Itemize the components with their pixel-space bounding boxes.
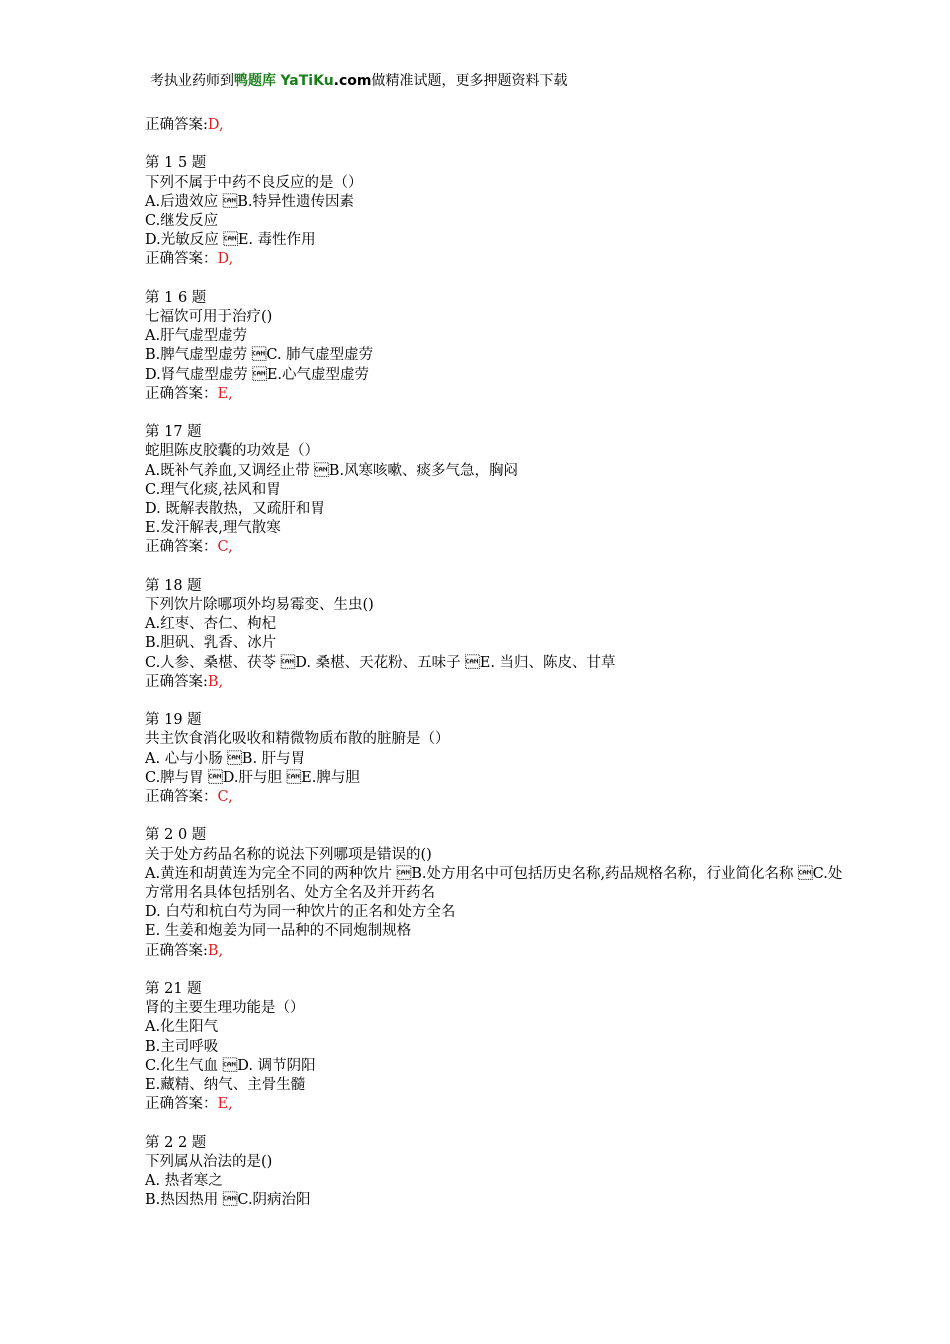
question-stem: 下列属从治法的是() (145, 1153, 273, 1170)
answer-value: C, (217, 789, 233, 806)
answer-value: D, (207, 117, 224, 133)
question-options: C.化生气血 D. 调节阴阳 (145, 1057, 316, 1074)
answer-value: C, (217, 539, 233, 556)
question-number: 第 17 题 (145, 424, 202, 441)
question-options: A.肝气虚型虚劳 (145, 328, 248, 345)
answer-label: 正确答案： (145, 385, 218, 402)
question-number: 第 2 0 题 (145, 827, 207, 844)
question-options: A.既补气养血,又调经止带 B.风寒咳嗽、痰多气急，胸闷 (145, 462, 519, 479)
question-options: A.化生阳气 (145, 1019, 219, 1036)
brand-name-en: YaTiKu (280, 73, 334, 89)
question-options: D.肾气虚型虚劳 E.心气虚型虚劳 (145, 366, 370, 383)
answer-line (145, 1095, 845, 1114)
answer-label: 正确答案: (145, 673, 208, 690)
answer-line (145, 788, 845, 807)
answer-value: B, (207, 673, 224, 690)
question-options: B.热因热用 C.阴病治阳 (145, 1192, 311, 1209)
question-stem: 关于处方药品名称的说法下列哪项是错误的() (145, 846, 432, 863)
question-stem: 蛇胆陈皮胶囊的功效是（） (145, 443, 319, 460)
page-header (150, 72, 568, 90)
question-options: D. 既解表散热，又疏肝和胃 (145, 501, 325, 518)
question-options: C.理气化痰,祛风和胃 (145, 481, 281, 498)
header-suffix: 做精准试题，更多押题资料下载 (371, 73, 568, 89)
question-options: B.脾气虚型虚劳 C. 肺气虚型虚劳 (145, 347, 374, 364)
question-options: A. 心与小肠 B. 肝与胃 (145, 750, 306, 767)
question-stem: 下列不属于中药不良反应的是（） (145, 174, 363, 191)
answer-line (145, 673, 845, 692)
question-number: 第 19 题 (145, 712, 202, 729)
answer-label: 正确答案： (145, 789, 218, 806)
answer-value: E, (217, 1096, 233, 1113)
answer-label: 正确答案： (145, 251, 218, 268)
question-stem: 共主饮食消化吸收和精微物质布散的脏腑是（） (145, 731, 450, 748)
question-number: 第 2 2 题 (145, 1134, 207, 1151)
question-options: C.继发反应 (145, 213, 219, 229)
question-options: E.藏精、纳气、主骨生髓 (145, 1077, 306, 1094)
header-prefix: 考执业药师到 (150, 73, 234, 89)
answer-label: 正确答案： (145, 539, 218, 556)
brand-domain: .com (333, 73, 372, 89)
question-number: 第 1 5 题 (145, 155, 207, 172)
answer-line (145, 385, 845, 404)
question-options: A. 热者寒之 (145, 1173, 223, 1190)
question-options: C.脾与胃 D.肝与胆 E.脾与胆 (145, 769, 360, 786)
question-options: D. 白芍和杭白芍为同一种饮片的正名和处方全名 (145, 904, 456, 921)
question-stem: 七福饮可用于治疗() (145, 309, 273, 325)
question-number: 第 18 题 (145, 577, 202, 594)
question-list (145, 116, 845, 1210)
answer-line (145, 942, 845, 961)
question-stem: 下列饮片除哪项外均易霉变、生虫() (145, 597, 374, 614)
question-options: A.黄连和胡黄连为完全不同的两种饮片 B.处方用名中可包括历史名称,药品规格名称，行业简化名称 C.处方常用名具体包括别名、处方全名及并开药名 (145, 865, 843, 902)
answer-line (145, 538, 845, 557)
answer-line (145, 250, 845, 269)
answer-line (145, 116, 845, 135)
question-number: 第 1 6 题 (145, 289, 207, 306)
question-options: E. 生姜和炮姜为同一品种的不同炮制规格 (145, 923, 412, 940)
question-options: A.红枣、杏仁、枸杞 (145, 616, 277, 633)
answer-label: 正确答案： (145, 1096, 218, 1113)
answer-label: 正确答案: (145, 117, 208, 133)
brand-name-cn: 鸭题库 (234, 73, 276, 89)
question-number: 第 21 题 (145, 981, 202, 998)
question-stem: 肾的主要生理功能是（） (145, 1000, 305, 1017)
question-options: C.人参、桑椹、茯苓 D. 桑椹、天花粉、五味子 E. 当归、陈皮、甘草 (145, 654, 616, 671)
question-options: B.胆矾、乳香、冰片 (145, 635, 277, 652)
question-options: D.光敏反应 E. 毒性作用 (145, 232, 316, 249)
question-options: A.后遗效应 B.特异性遗传因素 (145, 193, 354, 210)
question-options: B.主司呼吸 (145, 1038, 219, 1055)
answer-value: E, (217, 385, 233, 402)
answer-value: B, (207, 942, 224, 959)
answer-value: D, (217, 251, 234, 268)
question-options: E.发汗解表,理气散寒 (145, 520, 281, 537)
answer-label: 正确答案: (145, 942, 208, 959)
